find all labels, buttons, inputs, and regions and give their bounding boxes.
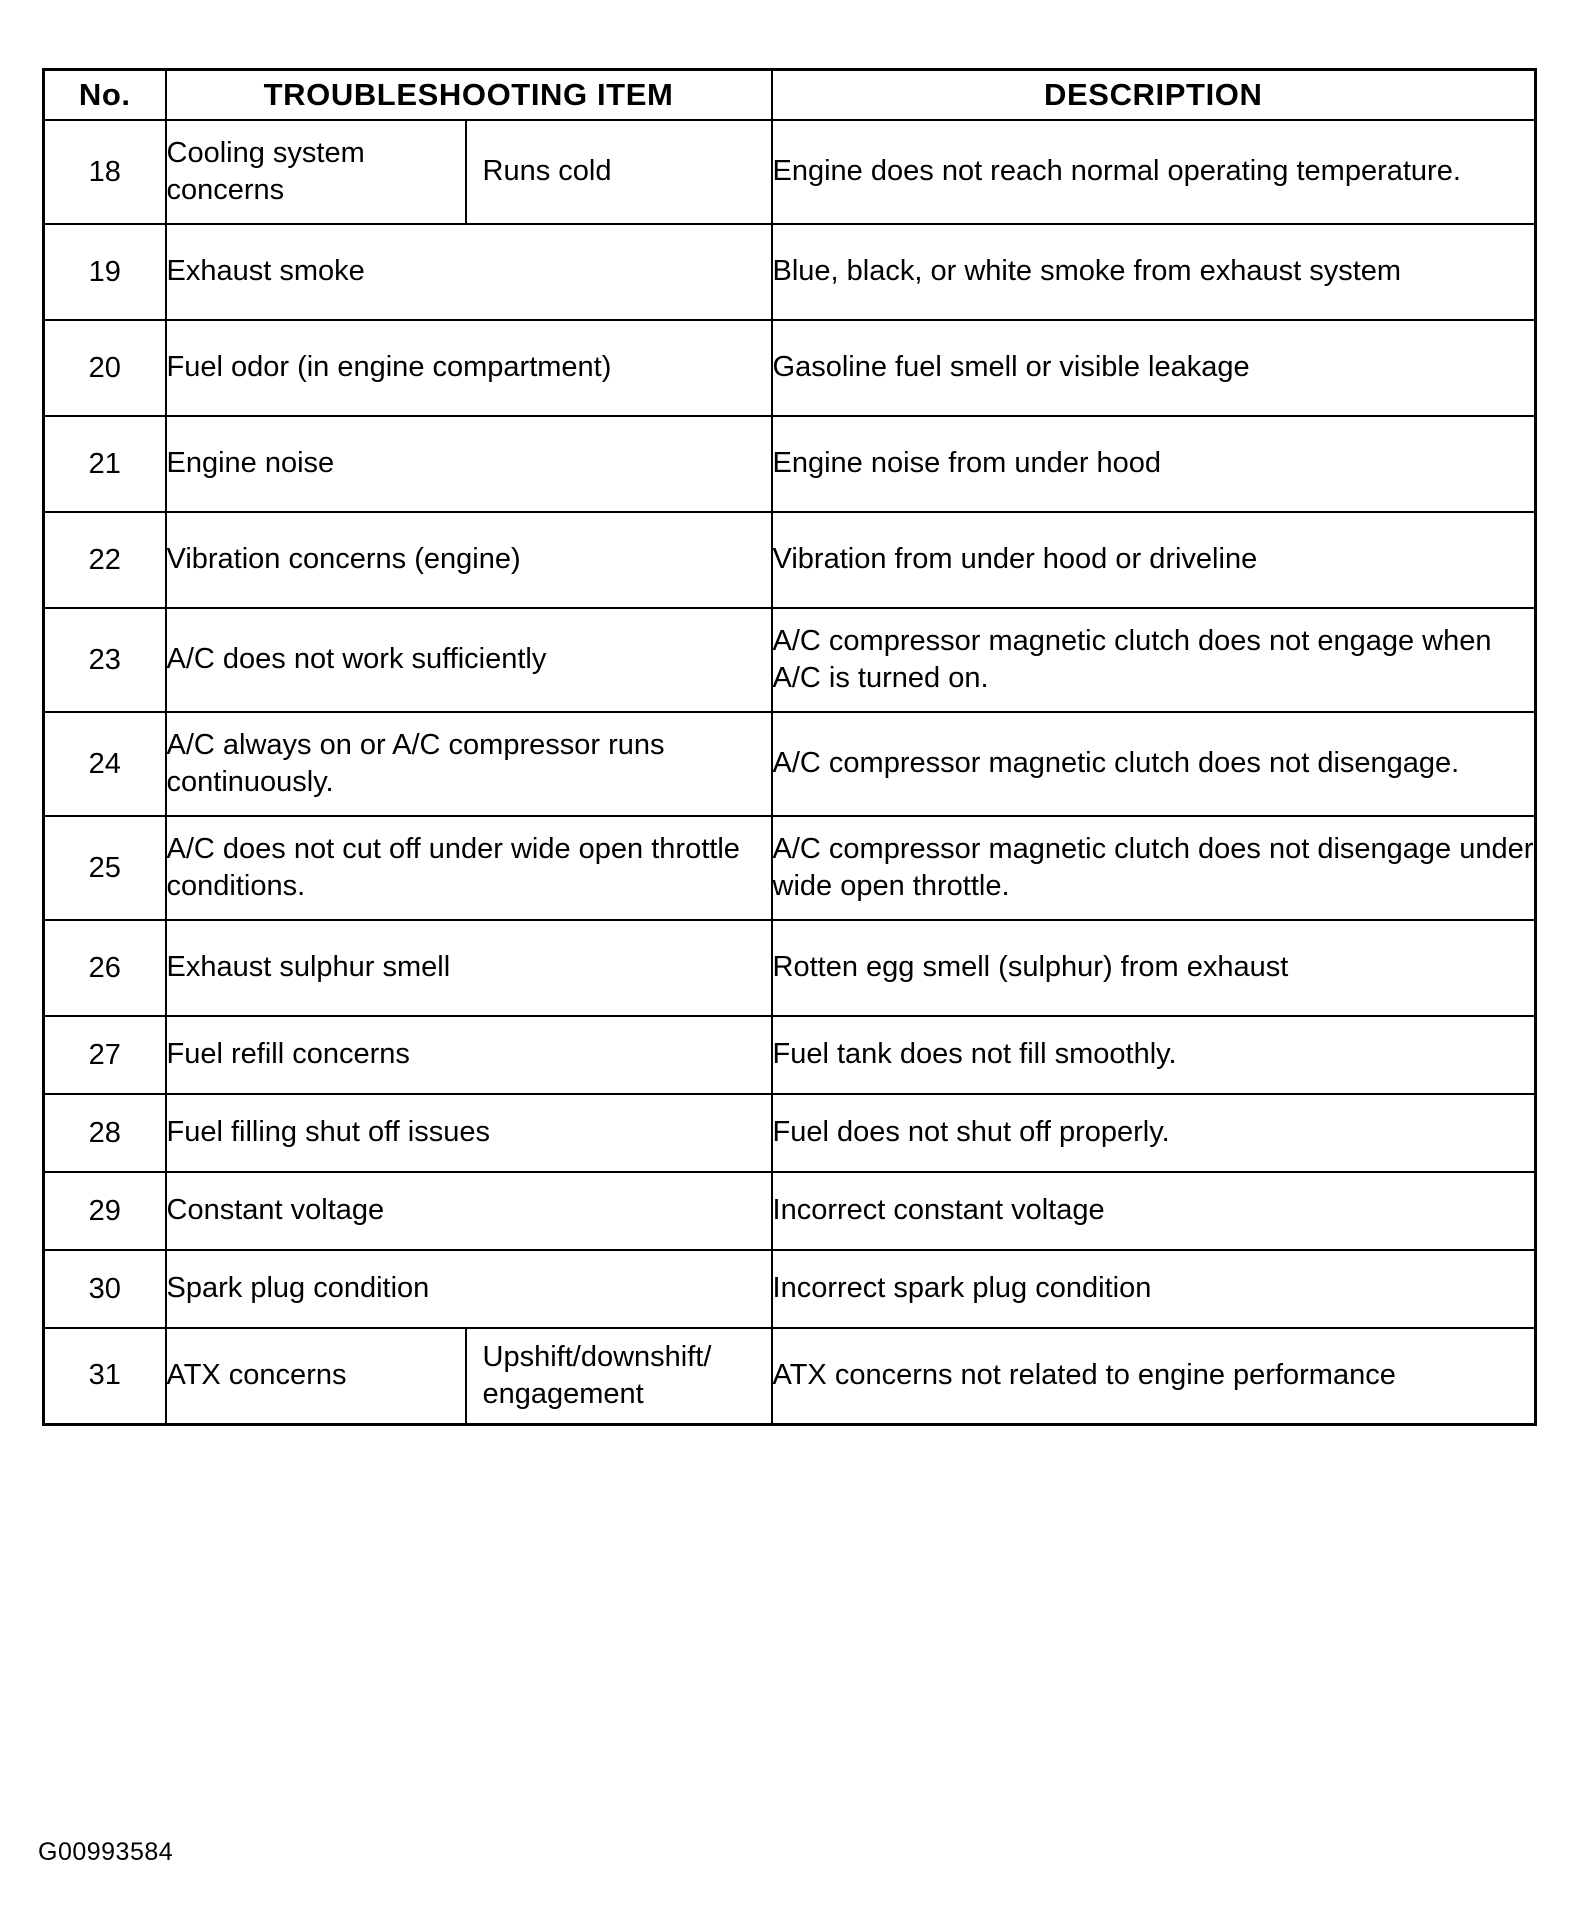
row-description: Fuel does not shut off properly. (772, 1094, 1536, 1172)
row-description: Blue, black, or white smoke from exhaust system (772, 224, 1536, 320)
row-description: Fuel tank does not fill smoothly. (772, 1016, 1536, 1094)
row-item: Fuel filling shut off issues (166, 1094, 772, 1172)
row-description: A/C compressor magnetic clutch does not disengage under wide open throttle. (772, 816, 1536, 920)
table-row (44, 712, 1536, 816)
row-number: 23 (44, 608, 166, 712)
row-number: 28 (44, 1094, 166, 1172)
table-row (44, 1016, 1536, 1094)
table-row (44, 512, 1536, 608)
row-item: Vibration concerns (engine) (166, 512, 772, 608)
row-number: 26 (44, 920, 166, 1016)
table-row (44, 920, 1536, 1016)
row-item-sub: Upshift/downshift/ engagement (466, 1328, 772, 1424)
table-row (44, 1328, 1536, 1424)
row-description: Rotten egg smell (sulphur) from exhaust (772, 920, 1536, 1016)
row-number: 31 (44, 1328, 166, 1424)
row-description: Engine noise from under hood (772, 416, 1536, 512)
table-row (44, 1172, 1536, 1250)
table-row (44, 816, 1536, 920)
row-number: 29 (44, 1172, 166, 1250)
row-item: Spark plug condition (166, 1250, 772, 1328)
table-row (44, 1094, 1536, 1172)
header-troubleshooting-item: TROUBLESHOOTING ITEM (166, 70, 772, 121)
row-number: 24 (44, 712, 166, 816)
header-description: DESCRIPTION (772, 70, 1536, 121)
row-number: 19 (44, 224, 166, 320)
table-row (44, 224, 1536, 320)
row-description: Gasoline fuel smell or visible leakage (772, 320, 1536, 416)
row-item: Exhaust smoke (166, 224, 772, 320)
table-header-row (44, 70, 1536, 121)
table-row (44, 416, 1536, 512)
row-number: 18 (44, 120, 166, 224)
table-row (44, 1250, 1536, 1328)
row-description: Incorrect constant voltage (772, 1172, 1536, 1250)
table-row (44, 320, 1536, 416)
row-number: 22 (44, 512, 166, 608)
row-description: A/C compressor magnetic clutch does not engage when A/C is turned on. (772, 608, 1536, 712)
table-row (44, 608, 1536, 712)
troubleshooting-table (42, 68, 1537, 1426)
figure-code: G00993584 (38, 1838, 174, 1866)
row-item: A/C does not cut off under wide open throttle conditions. (166, 816, 772, 920)
row-number: 21 (44, 416, 166, 512)
row-item: Constant voltage (166, 1172, 772, 1250)
row-item: Fuel odor (in engine compartment) (166, 320, 772, 416)
row-description: A/C compressor magnetic clutch does not disengage. (772, 712, 1536, 816)
row-item: Fuel refill concerns (166, 1016, 772, 1094)
row-number: 27 (44, 1016, 166, 1094)
row-item-sub: Runs cold (466, 120, 772, 224)
row-item: Cooling system concerns (166, 120, 466, 224)
row-item: A/C does not work sufficiently (166, 608, 772, 712)
header-no: No. (44, 70, 166, 121)
row-description: ATX concerns not related to engine performance (772, 1328, 1536, 1424)
row-item: ATX concerns (166, 1328, 466, 1424)
troubleshooting-table-wrapper (42, 68, 1534, 1426)
row-description: Engine does not reach normal operating temperature. (772, 120, 1536, 224)
table-row (44, 120, 1536, 224)
row-description: Incorrect spark plug condition (772, 1250, 1536, 1328)
row-item: Exhaust sulphur smell (166, 920, 772, 1016)
row-item: Engine noise (166, 416, 772, 512)
row-description: Vibration from under hood or driveline (772, 512, 1536, 608)
row-number: 20 (44, 320, 166, 416)
row-number: 25 (44, 816, 166, 920)
row-item: A/C always on or A/C compressor runs continuously. (166, 712, 772, 816)
row-number: 30 (44, 1250, 166, 1328)
